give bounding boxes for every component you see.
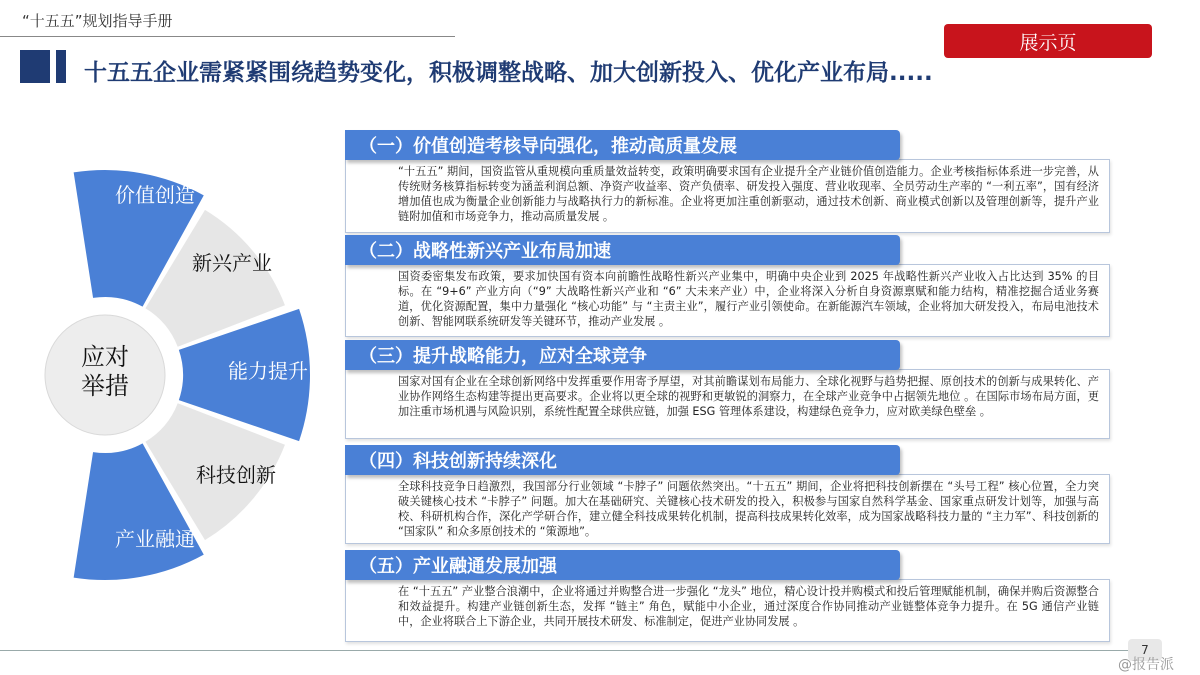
wheel-segment-label-4: 科技创新: [196, 463, 276, 487]
section-header-1: （一）价值创造考核导向强化，推动高质量发展: [345, 130, 900, 160]
wheel-segment-label-3: 能力提升: [228, 359, 308, 383]
bottom-divider: [0, 650, 1128, 651]
measures-wheel: [0, 110, 330, 630]
header-divider: [0, 36, 455, 37]
section-header-5: （五）产业融通发展加强: [345, 550, 900, 580]
section-body-4: 全球科技竞争日趋激烈，我国部分行业领域 “卡脖子” 问题依然突出。“十五五” 期间，企业将把科技创新摆在 “头号工程” 核心位置，全力突破关键核心技术 “卡脖子” 问题。加大在基础研究、关键核心技术研发的投入，积极参与国家自然科学基金、国家重点研发计划等，加强与高校、科研机构合作，深化产学研合作，建立健全科技成果转化机制，提高科技成果转化效率，成为国家战略科技力量的 “主力军”、科技创新的 “国家队” 和众多原创技术的 “策源地”。: [345, 474, 1110, 544]
wheel-segment-label-5: 产业融通: [115, 527, 195, 551]
section-body-5: 在 “十五五” 产业整合浪潮中，企业将通过并购整合进一步强化 “龙头” 地位，精心设计投并购模式和投后管理赋能机制，确保并购后资源整合和效益提升。构建产业链创新生态，发挥 “链主” 角色，赋能中小企业，通过深度合作协同推动产业链整体竞争力提升。在 5G 通信产业链中，企业将联合上下游企业，共同开展技术研发、标准制定，促进产业协同发展 。: [345, 579, 1110, 642]
title-accent-block: [20, 50, 50, 83]
section-header-3: （三）提升战略能力，应对全球竞争: [345, 340, 900, 370]
watermark: @报告派: [1118, 657, 1174, 673]
wheel-segment-label-1: 价值创造: [115, 183, 195, 207]
wheel-segment-label-2: 新兴产业: [192, 251, 272, 275]
section-body-3: 国家对国有企业在全球创新网络中发挥重要作用寄予厚望，对其前瞻谋划布局能力、全球化视野与趋势把握、原创技术的创新与成果转化、产业协作网络生态构建等提出更高要求。企业将以更全球的视野和更敏锐的洞察力，在全球产业竞争中占据领先地位 。在国际市场布局方面，更加注重市场机遇与风险识别，系统性配置全球供应链，加强 ESG 管理体系建设，构建绿色竞争力，应对欧美绿色壁垒 。: [345, 369, 1110, 439]
wheel-center-label-line2: 举措: [81, 372, 129, 400]
section-header-4: （四）科技创新持续深化: [345, 445, 900, 475]
section-body-2: 国资委密集发布政策，要求加快国有资本向前瞻性战略性新兴产业集中，明确中央企业到 2025 年战略性新兴产业收入占比达到 35% 的目标。在 “9+6” 产业方向（“9” 大战略性新兴产业和 “6” 大未来产业）中，企业将深入分析自身资源禀赋和能力结构，精准挖掘合适业务赛道，优化资源配置，集中力量强化 “核心功能” 与 “主责主业”，履行产业引领使命。在新能源汽车领域，企业将加大研发投入，布局电池技术创新、智能网联系统研发等关键环节，推动产业发展 。: [345, 264, 1110, 337]
page-title: 十五五企业需紧紧围绕趋势变化，积极调整战略、加大创新投入、优化产业布局.....: [84, 60, 933, 86]
section-body-1: “十五五” 期间，国资监管从重规模向重质量效益转变，政策明确要求国有企业提升全产业链价值创造能力。企业考核指标体系进一步完善，从传统财务核算指标转变为涵盖利润总额、净资产收益率、资产负债率、研发投入强度、营业收现率、全员劳动生产率的 “一利五率”，国有经济增加值也成为衡量企业创新能力与战略执行力的新标准。企业将更加注重创新驱动，通过技术创新、商业模式创新以及管理创新等，提升产业链附加值和市场竞争力，推动高质量发展 。: [345, 159, 1110, 233]
display-page-badge[interactable]: 展示页: [944, 24, 1152, 58]
wheel-center-label-line1: 应对: [81, 343, 129, 371]
section-header-2: （二）战略性新兴产业布局加速: [345, 235, 900, 265]
title-accent-bar: [56, 50, 66, 83]
page-number: 7: [1128, 639, 1162, 661]
doc-title: “十五五”规划指导手册: [22, 12, 173, 30]
